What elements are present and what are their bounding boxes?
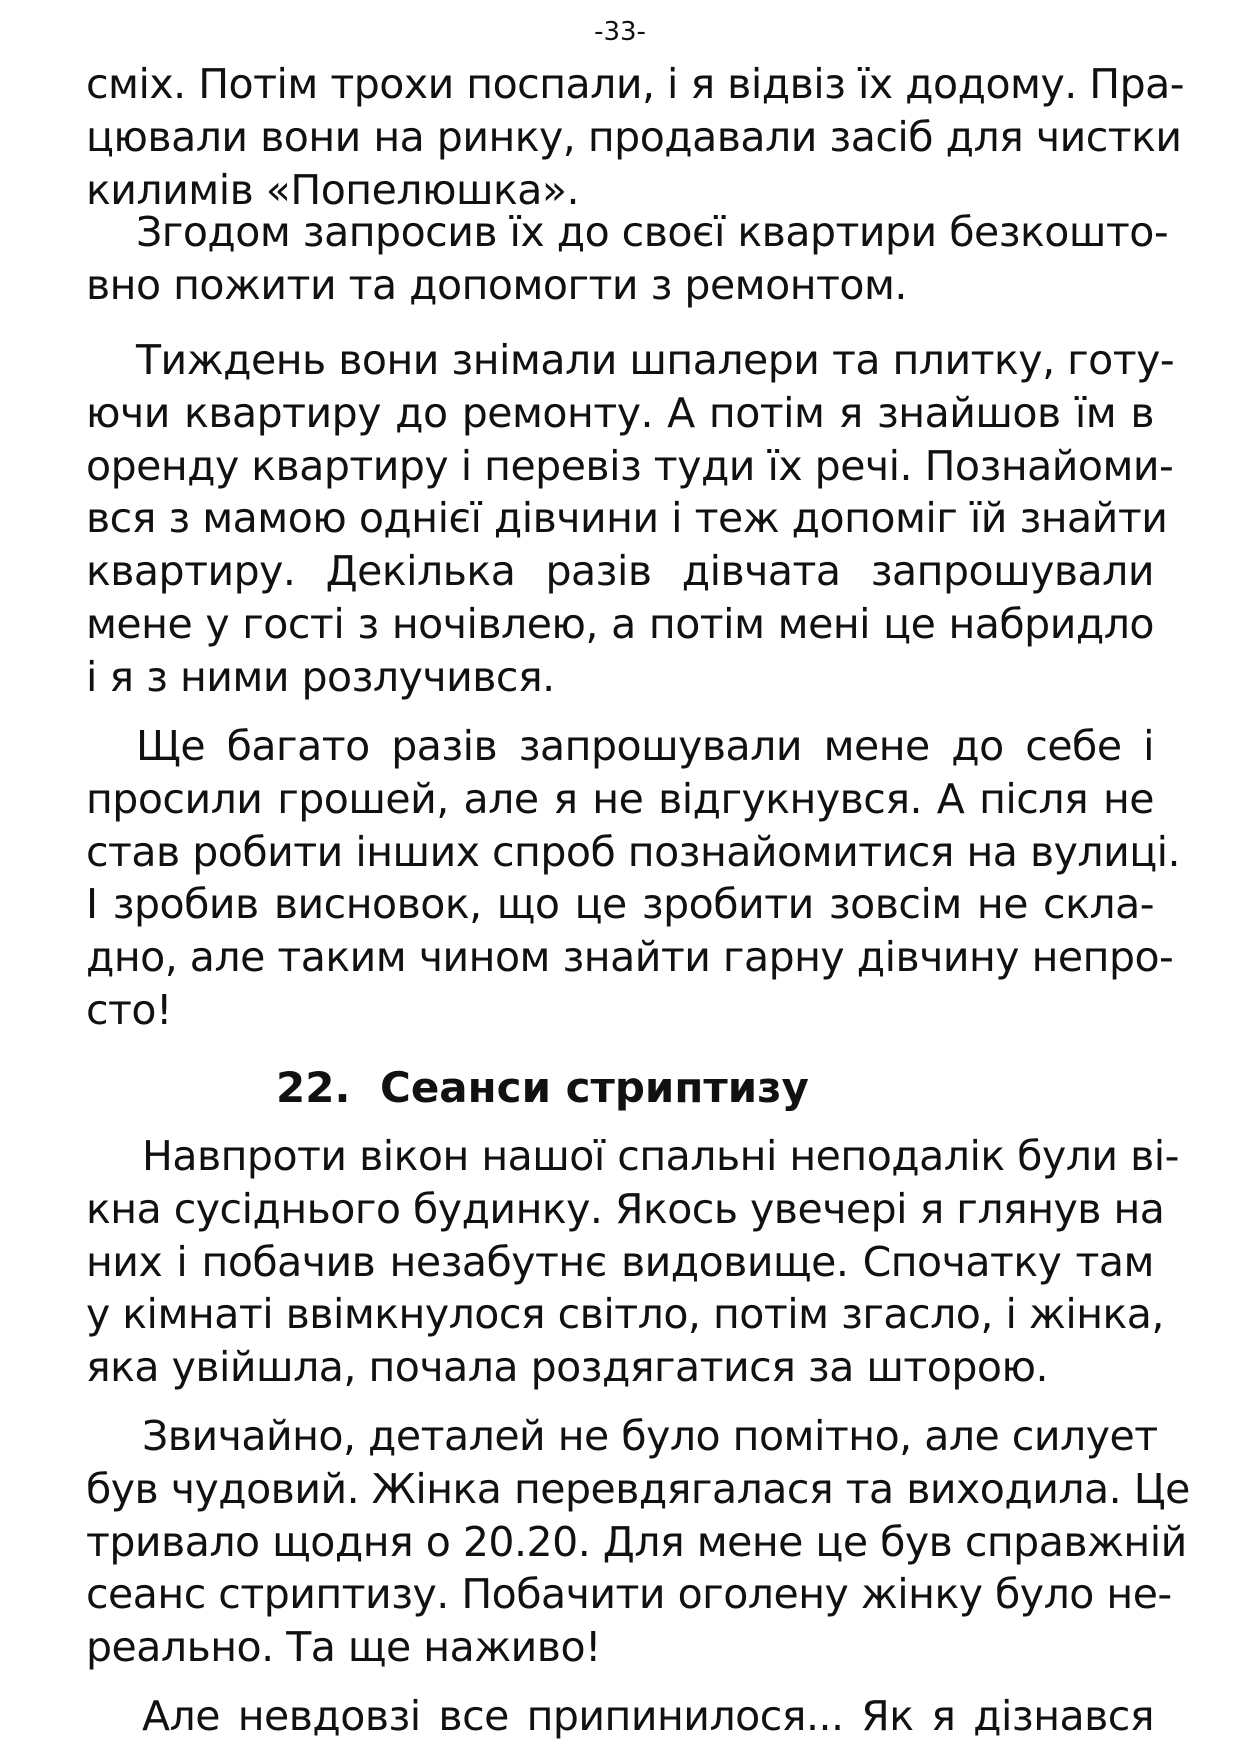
text-line: Навпроти вікон нашої спальні неподалік були ві- <box>142 1132 1179 1180</box>
page-number: -33- <box>594 17 646 47</box>
paragraph-continuation <box>86 58 1185 216</box>
text-line: цювали вони на ринку, продавали засіб для чистки <box>86 112 1182 161</box>
text-line: Тиждень вони знімали шпалери та плитку, готу- <box>136 336 1175 384</box>
paragraph <box>86 1690 1154 1743</box>
section-title: Сеанси стриптизу <box>380 1063 809 1112</box>
paragraph <box>86 720 1181 1037</box>
text-line: Звичайно, деталей не було помітно, але силует <box>142 1412 1158 1460</box>
text-line: був чудовий. Жінка перевдягалася та виходила. Це <box>86 1464 1190 1513</box>
text-line: сто! <box>86 985 172 1034</box>
text-line: дно, але таким чином знайти гарну дівчину непро- <box>86 933 1174 982</box>
text-line: вно пожити та допомогти з ремонтом. <box>86 260 907 309</box>
text-line: тривало щодня о 20.20. Для мене це був справжній <box>86 1517 1187 1566</box>
text-line: вся з мамою однієї дівчини і теж допоміг їй знайти <box>86 494 1168 543</box>
text-line: І зробив висновок, що це зробити зовсім не скла- <box>86 880 1154 929</box>
text-line: реально. Та ще наживо! <box>86 1623 601 1672</box>
text-line: Ще багато разів запрошували мене до себе і <box>136 722 1154 770</box>
paragraph <box>86 1130 1179 1394</box>
text-line: них і побачив незабутнє видовище. Спочатку там <box>86 1237 1154 1286</box>
text-line: кна сусіднього будинку. Якось увечері я глянув на <box>86 1184 1165 1233</box>
text-line: оренду квартиру і перевіз туди їх речі. Познайоми- <box>86 441 1174 490</box>
text-line: сміх. Потім трохи поспали, і я відвіз їх додому. Пра- <box>86 60 1185 108</box>
text-line: у кімнаті ввімкнулося світло, потім згасло, і жінка, <box>86 1290 1164 1339</box>
section-number: 22. <box>276 1063 351 1112</box>
text-line: став робити інших спроб познайомитися на вулиці. <box>86 827 1181 876</box>
section-heading <box>276 1060 809 1116</box>
text-line: квартиру. Декілька разів дівчата запрошували <box>86 547 1154 596</box>
text-line: мене у гості з ночівлею, а потім мені це набридло <box>86 599 1154 648</box>
text-line: яка увійшла, почала роздягатися за шторою. <box>86 1343 1049 1392</box>
paragraph <box>86 334 1175 704</box>
text-line: Згодом запросив їх до своєї квартири безкошто- <box>136 208 1169 256</box>
text-line: килимів «Попелюшка». <box>86 165 580 214</box>
text-line: сеанс стриптизу. Побачити оголену жінку було не- <box>86 1570 1172 1619</box>
text-line: просили грошей, але я не відгукнувся. А після не <box>86 774 1154 823</box>
text-line: ючи квартиру до ремонту. А потім я знайшов їм в <box>86 388 1154 437</box>
paragraph <box>86 1410 1190 1674</box>
text-line: і я з ними розлучився. <box>86 652 555 701</box>
paragraph <box>86 206 1169 312</box>
text-line: Але невдовзі все припинилося... Як я дізнався <box>142 1692 1154 1740</box>
